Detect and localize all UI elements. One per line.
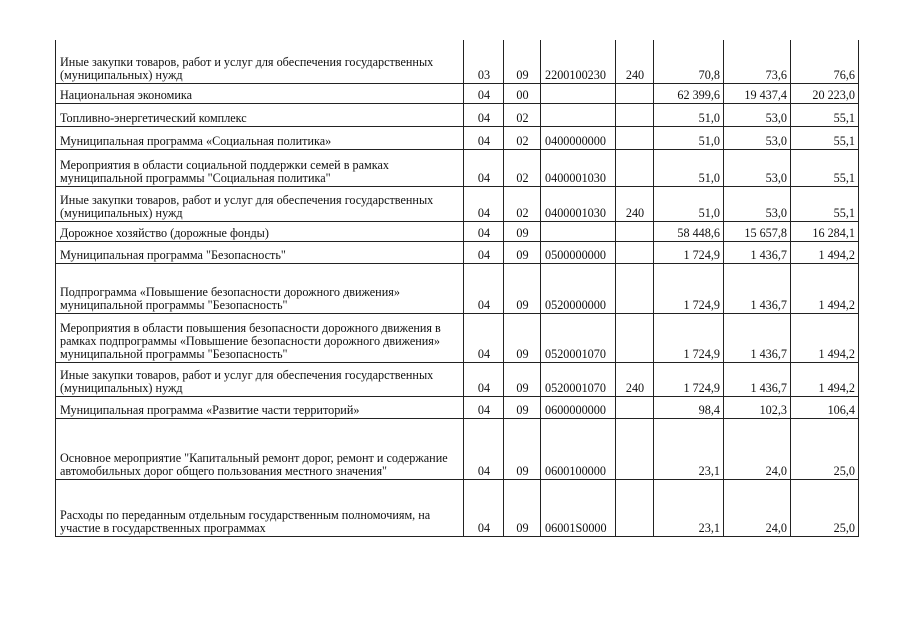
row-amount-year2: 53,0 — [724, 126, 791, 149]
row-subsection: 02 — [504, 186, 541, 221]
row-amount-year2: 1 436,7 — [724, 263, 791, 313]
row-expense-type — [616, 263, 654, 313]
row-amount-year3: 25,0 — [791, 479, 859, 536]
row-amount-year2: 24,0 — [724, 479, 791, 536]
row-amount-year3: 55,1 — [791, 186, 859, 221]
row-amount-year3: 55,1 — [791, 149, 859, 186]
row-subsection: 00 — [504, 83, 541, 103]
row-subsection: 02 — [504, 126, 541, 149]
table-row — [56, 83, 859, 103]
row-name: Мероприятия в области социальной поддержки семей в рамках муниципальной программы "Социальная политика" — [56, 149, 464, 186]
row-amount-year1: 1 724,9 — [654, 241, 724, 263]
row-expense-type — [616, 126, 654, 149]
row-name: Муниципальная программа "Безопасность" — [56, 241, 464, 263]
row-section: 04 — [464, 221, 504, 241]
row-name: Топливно-энергетический комплекс — [56, 103, 464, 126]
row-amount-year1: 23,1 — [654, 479, 724, 536]
row-target-code: 0600000000 — [541, 396, 616, 418]
table-row — [56, 186, 859, 221]
row-expense-type — [616, 479, 654, 536]
row-amount-year3: 55,1 — [791, 126, 859, 149]
row-target-code — [541, 83, 616, 103]
row-target-code: 0600100000 — [541, 418, 616, 479]
row-amount-year3: 1 494,2 — [791, 263, 859, 313]
row-expense-type: 240 — [616, 186, 654, 221]
row-section: 04 — [464, 83, 504, 103]
row-amount-year2: 102,3 — [724, 396, 791, 418]
row-target-code: 0520000000 — [541, 263, 616, 313]
row-target-code: 0400001030 — [541, 149, 616, 186]
table-row — [56, 126, 859, 149]
row-expense-type — [616, 221, 654, 241]
row-name: Мероприятия в области повышения безопасности дорожного движения в рамках подпрограммы «Повышение безопасности дорожного движения» муниципальной программы "Безопасность" — [56, 313, 464, 362]
row-name: Иные закупки товаров, работ и услуг для обеспечения государственных (муниципальных) нужд — [56, 362, 464, 396]
row-expense-type: 240 — [616, 40, 654, 83]
row-expense-type — [616, 241, 654, 263]
row-expense-type: 240 — [616, 362, 654, 396]
row-name: Муниципальная программа «Социальная политика» — [56, 126, 464, 149]
row-target-code: 06001S0000 — [541, 479, 616, 536]
row-section: 04 — [464, 149, 504, 186]
row-amount-year2: 15 657,8 — [724, 221, 791, 241]
row-section: 04 — [464, 186, 504, 221]
row-section: 04 — [464, 126, 504, 149]
row-subsection: 09 — [504, 241, 541, 263]
row-section: 04 — [464, 362, 504, 396]
row-name: Муниципальная программа «Развитие части территорий» — [56, 396, 464, 418]
row-target-code — [541, 221, 616, 241]
row-amount-year3: 76,6 — [791, 40, 859, 83]
row-target-code — [541, 103, 616, 126]
row-amount-year3: 106,4 — [791, 396, 859, 418]
row-expense-type — [616, 103, 654, 126]
row-amount-year1: 23,1 — [654, 418, 724, 479]
row-section: 04 — [464, 479, 504, 536]
row-expense-type — [616, 149, 654, 186]
row-amount-year2: 1 436,7 — [724, 362, 791, 396]
row-section: 04 — [464, 418, 504, 479]
row-expense-type — [616, 418, 654, 479]
row-amount-year3: 25,0 — [791, 418, 859, 479]
table-row — [56, 241, 859, 263]
row-subsection: 09 — [504, 396, 541, 418]
row-target-code: 0520001070 — [541, 313, 616, 362]
row-subsection: 09 — [504, 362, 541, 396]
table-row — [56, 313, 859, 362]
table-row — [56, 263, 859, 313]
row-subsection: 09 — [504, 221, 541, 241]
row-subsection: 09 — [504, 40, 541, 83]
row-amount-year1: 51,0 — [654, 103, 724, 126]
row-amount-year3: 1 494,2 — [791, 313, 859, 362]
row-name: Иные закупки товаров, работ и услуг для обеспечения государственных (муниципальных) нужд — [56, 186, 464, 221]
row-amount-year3: 20 223,0 — [791, 83, 859, 103]
table-row — [56, 221, 859, 241]
row-amount-year1: 51,0 — [654, 126, 724, 149]
row-amount-year2: 53,0 — [724, 186, 791, 221]
row-amount-year1: 1 724,9 — [654, 313, 724, 362]
row-section: 04 — [464, 263, 504, 313]
row-amount-year1: 1 724,9 — [654, 263, 724, 313]
row-amount-year3: 16 284,1 — [791, 221, 859, 241]
row-section: 04 — [464, 103, 504, 126]
row-section: 04 — [464, 396, 504, 418]
row-name: Основное мероприятие "Капитальный ремонт дорог, ремонт и содержание автомобильных дорог общего пользования местного значения" — [56, 418, 464, 479]
row-amount-year3: 1 494,2 — [791, 362, 859, 396]
row-target-code: 0520001070 — [541, 362, 616, 396]
row-name: Расходы по переданным отдельным государственным полномочиям, на участие в государственных программах — [56, 479, 464, 536]
row-amount-year3: 55,1 — [791, 103, 859, 126]
row-amount-year1: 98,4 — [654, 396, 724, 418]
row-amount-year2: 53,0 — [724, 103, 791, 126]
row-target-code: 2200100230 — [541, 40, 616, 83]
row-amount-year1: 51,0 — [654, 149, 724, 186]
row-amount-year2: 24,0 — [724, 418, 791, 479]
row-amount-year1: 1 724,9 — [654, 362, 724, 396]
row-amount-year2: 1 436,7 — [724, 313, 791, 362]
row-name: Национальная экономика — [56, 83, 464, 103]
row-amount-year1: 51,0 — [654, 186, 724, 221]
table-row — [56, 362, 859, 396]
row-expense-type — [616, 396, 654, 418]
row-amount-year2: 53,0 — [724, 149, 791, 186]
row-name: Подпрограмма «Повышение безопасности дорожного движения» муниципальной программы "Безопасность" — [56, 263, 464, 313]
row-amount-year1: 62 399,6 — [654, 83, 724, 103]
table-row — [56, 149, 859, 186]
table-row — [56, 396, 859, 418]
row-subsection: 02 — [504, 103, 541, 126]
table-body — [56, 40, 859, 536]
row-subsection: 09 — [504, 313, 541, 362]
row-section: 03 — [464, 40, 504, 83]
row-expense-type — [616, 83, 654, 103]
row-subsection: 09 — [504, 263, 541, 313]
table-row — [56, 103, 859, 126]
row-amount-year1: 70,8 — [654, 40, 724, 83]
row-subsection: 02 — [504, 149, 541, 186]
row-section: 04 — [464, 313, 504, 362]
table-row — [56, 479, 859, 536]
row-amount-year1: 58 448,6 — [654, 221, 724, 241]
row-amount-year2: 19 437,4 — [724, 83, 791, 103]
row-name: Иные закупки товаров, работ и услуг для обеспечения государственных (муниципальных) нужд — [56, 40, 464, 83]
row-subsection: 09 — [504, 418, 541, 479]
row-target-code: 0500000000 — [541, 241, 616, 263]
row-amount-year2: 1 436,7 — [724, 241, 791, 263]
row-target-code: 0400001030 — [541, 186, 616, 221]
table-row — [56, 418, 859, 479]
row-expense-type — [616, 313, 654, 362]
row-amount-year3: 1 494,2 — [791, 241, 859, 263]
row-target-code: 0400000000 — [541, 126, 616, 149]
table-row — [56, 40, 859, 83]
budget-table — [55, 40, 859, 537]
row-section: 04 — [464, 241, 504, 263]
row-amount-year2: 73,6 — [724, 40, 791, 83]
row-subsection: 09 — [504, 479, 541, 536]
row-name: Дорожное хозяйство (дорожные фонды) — [56, 221, 464, 241]
